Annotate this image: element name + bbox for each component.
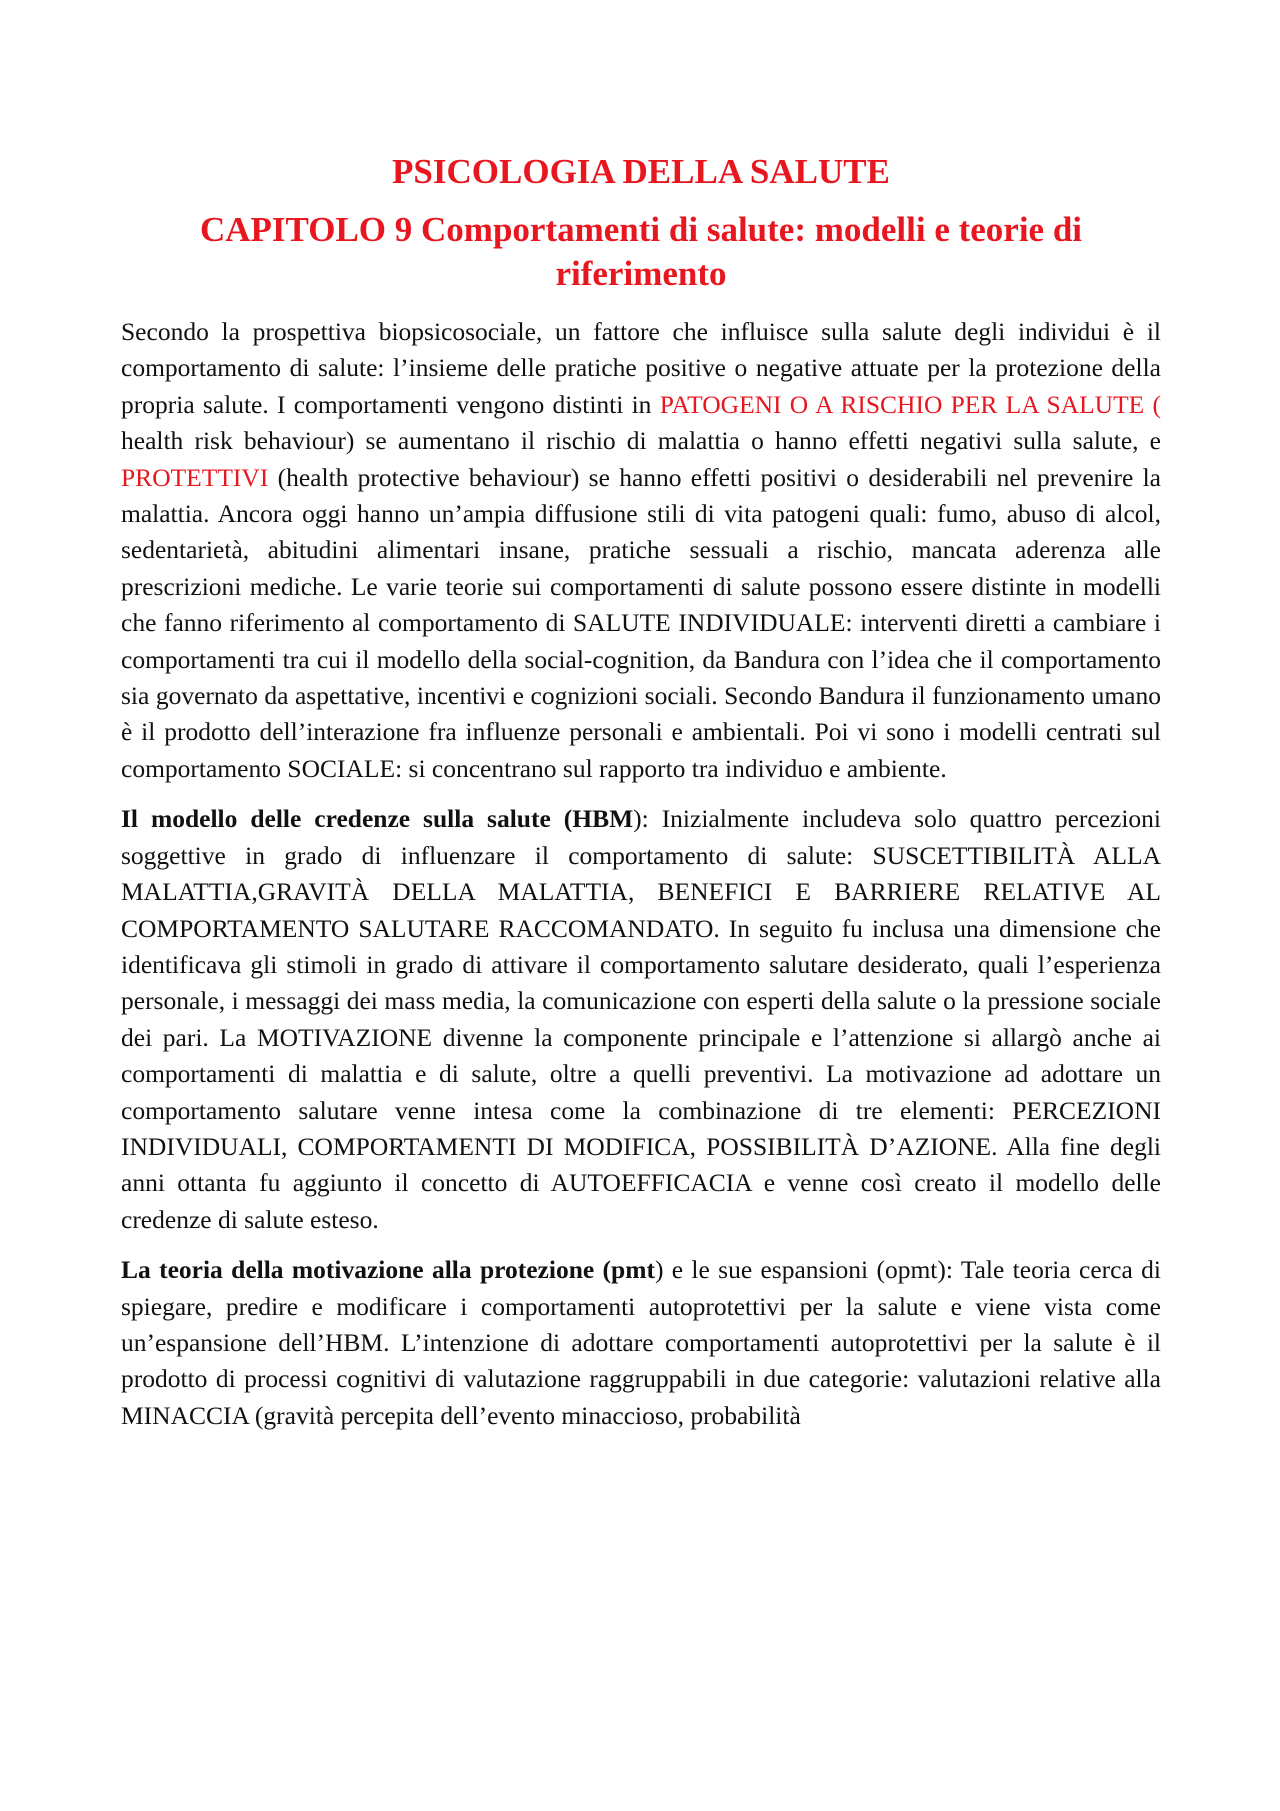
paragraph-text: (health protective behaviour) se hanno effetti positivi o desiderabili nel prevenire la malattia. Ancora oggi hanno un’ampia diffusione stili di vita patogeni quali: fumo, abuso di alcol, sedentarietà, abitudini alimentari insane, pratiche sessuali a rischio, mancata aderenza alle prescrizioni mediche. Le varie teorie sui comportamenti di salute possono essere distinte in modelli che fanno riferimento al comportamento di SALUTE INDIVIDUALE: interventi diretti a cambiare i comportamenti tra cui il modello della social-cognition, da Bandura con l’idea che il comportamento sia governato da aspettative, incentivi e cognizioni sociali. Secondo Bandura il funzionamento umano è il prodotto dell’interazione fra influenze personali e ambientali. Poi vi sono i modelli centrati sul comportamento SOCIALE: si concentrano sul rapporto tra individuo e ambiente. <box>121 462 1161 783</box>
highlight-protettivi: PROTETTIVI <box>121 462 269 492</box>
highlight-patogeni: PATOGENI O A RISCHIO PER LA SALUTE ( <box>659 389 1161 419</box>
paragraph-hbm <box>121 801 1161 1238</box>
paragraph-intro <box>121 314 1161 787</box>
pmt-heading: La teoria della motivazione alla protezione (pmt <box>121 1255 655 1285</box>
paragraph-text: Secondo la prospettiva biopsicosociale, un fattore che influisce sulla salute degli individui è il comportamento di salute: l’insieme delle pratiche positive o negative attuate per la protezione della propria salute. I comportamenti vengono distinti in <box>121 317 1161 419</box>
paragraph-text: ): Inizialmente includeva solo quattro percezioni soggettive in grado di influenzare il comportamento di salute: SUSCETTIBILITÀ ALLA MALATTIA,GRAVITÀ DELLA MALATTIA, BENEFICI E BARRIERE RELATIVE AL COMPORTAMENTO SALUTARE RACCOMANDATO. In seguito fu inclusa una dimensione che identificava gli stimoli in grado di attivare il comportamento salutare desiderato, quali l’esperienza personale, i messaggi dei mass media, la comunicazione con esperti della salute o la pressione sociale dei pari. La MOTIVAZIONE divenne la componente principale e l’attenzione si allargò anche ai comportamenti di malattia e di salute, oltre a quelli preventivi. La motivazione ad adottare un comportamento salutare venne intesa come la combinazione di tre elementi: PERCEZIONI INDIVIDUALI, COMPORTAMENTI DI MODIFICA, POSSIBILITÀ D’AZIONE. Alla fine degli anni ottanta fu aggiunto il concetto di AUTOEFFICACIA e venne così creato il modello delle credenze di salute esteso. <box>121 804 1162 1234</box>
document-title: PSICOLOGIA DELLA SALUTE <box>392 152 890 191</box>
chapter-title: CAPITOLO 9 Comportamenti di salute: modelli e teorie di riferimento <box>199 210 1083 293</box>
document-page <box>121 150 1161 1448</box>
paragraph-text: ) e le sue espansioni (opmt): Tale teoria cerca di spiegare, predire e modificare i comportamenti autoprotettivi per la salute e viene vista come un’espansione dell’HBM. L’intenzione di adottare comportamenti autoprotettivi per la salute è il prodotto di processi cognitivi di valutazione raggruppabili in due categorie: valutazioni relative alla MINACCIA (gravità percepita dell’evento minaccioso, probabilità <box>121 1255 1161 1430</box>
paragraph-pmt <box>121 1252 1161 1434</box>
paragraph-text: health risk behaviour) se aumentano il rischio di malattia o hanno effetti negativi sulla salute, e <box>121 426 1161 456</box>
hbm-heading: Il modello delle credenze sulla salute (HBM <box>121 804 634 834</box>
